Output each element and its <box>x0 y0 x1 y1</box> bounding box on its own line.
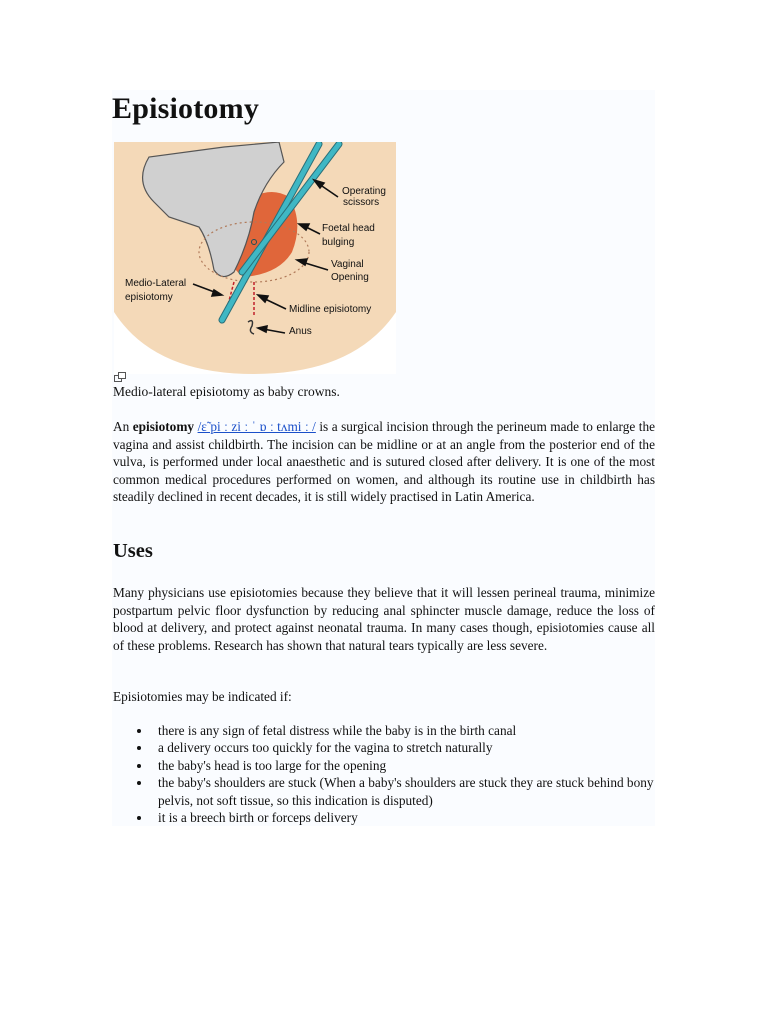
label-anus: Anus <box>289 326 312 337</box>
list-item-text: a delivery occurs too quickly for the vagina to stretch naturally <box>158 740 493 756</box>
list-item <box>113 809 655 826</box>
bullet <box>137 764 141 768</box>
label-foetal-head: Foetal head <box>322 223 375 234</box>
page-title: Episiotomy <box>112 92 260 125</box>
list-item-text: the baby's head is too large for the opening <box>158 757 387 773</box>
list-item <box>113 739 655 756</box>
label-vaginal: Vaginal <box>331 259 364 270</box>
intro-term: episiotomy <box>132 419 195 434</box>
label-scissors: scissors <box>343 197 380 208</box>
intro-prefix: An <box>113 419 133 434</box>
label-midline-episiotomy: Midline episiotomy <box>289 304 372 315</box>
label-episiotomy: episiotomy <box>125 292 173 303</box>
label-operating: Operating <box>342 186 386 197</box>
bullet <box>137 746 141 750</box>
label-medio-lateral: Medio-Lateral <box>125 278 187 289</box>
list-item-text: the baby's shoulders are stuck (When a baby's shoulders are stuck they are stuck behind bony pelvis, not soft tissue, so this indication is disputed) <box>158 775 654 808</box>
list-item <box>113 774 655 809</box>
section-heading-uses: Uses <box>113 540 153 562</box>
ipa-pronunciation-link[interactable]: /ɛ̃ pi ː zi ː ˈ ɒ ː tʌmi ː / <box>197 419 316 434</box>
bullet <box>137 729 141 733</box>
figure-caption: Medio-lateral episiotomy as baby crowns. <box>113 384 340 399</box>
intro-paragraph <box>113 418 655 506</box>
uses-paragraph: Many physicians use episiotomies because they believe that it will lessen perineal trauma, minimize postpartum pelvic floor dysfunction by reducing anal sphincter muscle damage, reduce the loss of blood at delivery, and protect against neonatal trauma. In many cases though, episiotomies cause all of these problems. Research has shown that natural tears typically are less severe. <box>113 585 655 653</box>
episiotomy-diagram <box>114 142 396 374</box>
intro-text: is a surgical incision through the perineum made to enlarge the vagina and assist childbirth. The incision can be midline or at an angle from the posterior end of the vulva, is performed under local anaesthetic and is sutured closed after delivery. It is one of the most common medical procedures performed on women, and although its routine use in childbirth has steadily declined in recent decades, it is still widely practised in Latin America. <box>113 419 656 505</box>
bullet <box>137 816 141 820</box>
list-item-text: it is a breech birth or forceps delivery <box>158 810 358 826</box>
label-opening: Opening <box>331 272 369 283</box>
list-item <box>113 722 655 739</box>
bullet <box>137 781 141 785</box>
label-bulging: bulging <box>322 237 355 248</box>
list-item-text: there is any sign of fetal distress while the baby is in the birth canal <box>158 723 517 738</box>
list-item <box>113 757 655 774</box>
indicated-intro: Episiotomies may be indicated if: <box>113 689 292 704</box>
enlarge-icon[interactable] <box>114 372 126 382</box>
indications-list <box>113 722 655 826</box>
